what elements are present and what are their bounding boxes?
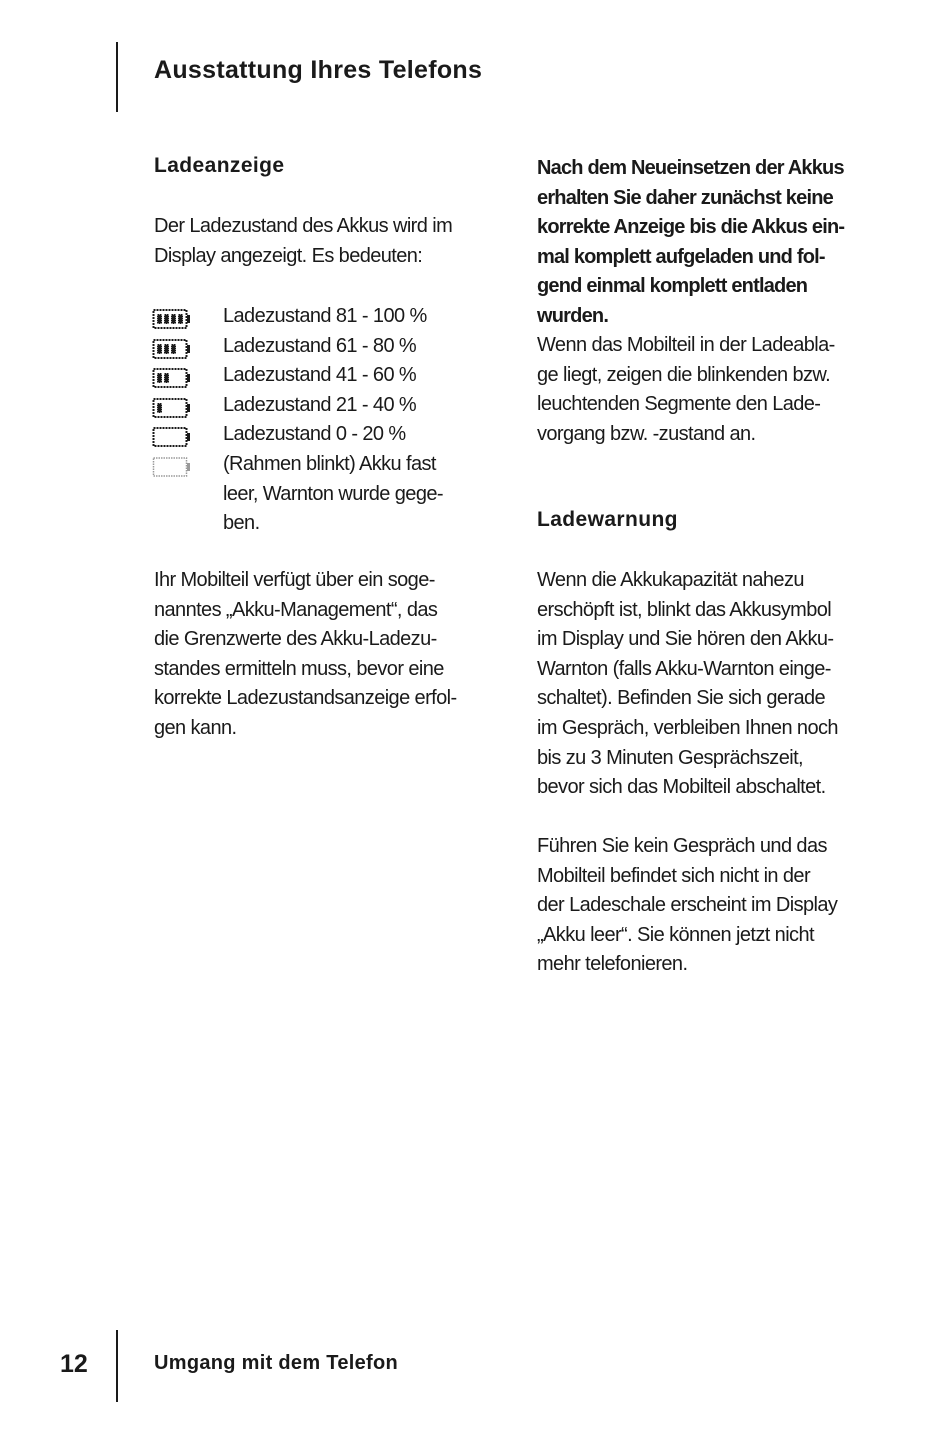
warning-paragraph-2: Führen Sie kein Gespräch und das Mobilteil befindet sich nicht in der der Ladeschale erscheint im Display „Akku leer“. Sie können jetzt nicht mehr telefonieren. <box>537 835 838 976</box>
list-item <box>152 391 472 421</box>
page-title: Ausstattung Ihres Telefons <box>154 56 483 84</box>
header-rule <box>116 42 118 112</box>
charge-level-label: Ladezustand 61 - 80 % <box>223 334 417 357</box>
charge-level-label: Ladezustand 41 - 60 % <box>223 364 417 387</box>
battery-blinking-icon <box>152 456 192 478</box>
list-item <box>152 332 472 362</box>
akku-management-paragraph: Ihr Mobilteil verfügt über ein soge- nanntes „Akku-Management“, das die Grenzwerte des Akku-Ladezu- standes ermitteln muss, bevor eine korrekte Ladezustandsanzeige erfol- gen kann. <box>154 569 457 739</box>
charge-level-label: Ladezustand 81 - 100 % <box>223 305 427 327</box>
list-item <box>152 361 472 391</box>
footer-section-title: Umgang mit dem Telefon <box>154 1352 399 1374</box>
reinsert-note-bold: Nach dem Neueinsetzen der Akkus erhalten Sie daher zunächst keine korrekte Anzeige bis die Akkus ein- mal komplett aufgeladen und fol- gend einmal komplett entladen wurden. <box>537 157 845 327</box>
charging-cradle-paragraph: Wenn das Mobilteil in der Ladeabla- ge liegt, zeigen die blinkenden bzw. leuchtenden Segmente den Lade- vorgang bzw. -zustand an. <box>537 334 835 445</box>
section-heading-ladewarnung: Ladewarnung <box>537 508 678 531</box>
battery-full-icon <box>152 308 192 330</box>
footer-rule <box>116 1330 118 1402</box>
battery-three-quarter-icon <box>152 338 192 360</box>
list-item <box>152 450 472 539</box>
battery-empty-icon <box>152 426 192 448</box>
page-number: 12 <box>60 1350 88 1378</box>
charge-level-label: Ladezustand 21 - 40 % <box>223 393 417 416</box>
battery-half-icon <box>152 367 192 389</box>
warning-paragraph-1: Wenn die Akkukapazität nahezu erschöpft ist, blinkt das Akkusymbol im Display und Sie hören den Akku- Warnton (falls Akku-Warnton einge- schaltet). Befinden Sie sich gerade im Gespräch, verbleiben Ihnen noch bis zu 3 Minuten Gesprächszeit, bevor sich das Mobilteil abschaltet. <box>537 569 838 799</box>
battery-low-icon <box>152 397 192 419</box>
list-item <box>152 302 472 332</box>
intro-paragraph: Der Ladezustand des Akkus wird im Display angezeigt. Es bedeuten: <box>154 215 453 267</box>
charge-level-label: Ladezustand 0 - 20 % <box>223 423 406 446</box>
list-item <box>152 420 472 450</box>
charge-level-list <box>152 302 472 539</box>
charge-level-label: (Rahmen blinkt) Akku fast leer, Warnton wurde gege- ben. <box>223 452 443 535</box>
section-heading-ladeanzeige: Ladeanzeige <box>154 154 285 177</box>
